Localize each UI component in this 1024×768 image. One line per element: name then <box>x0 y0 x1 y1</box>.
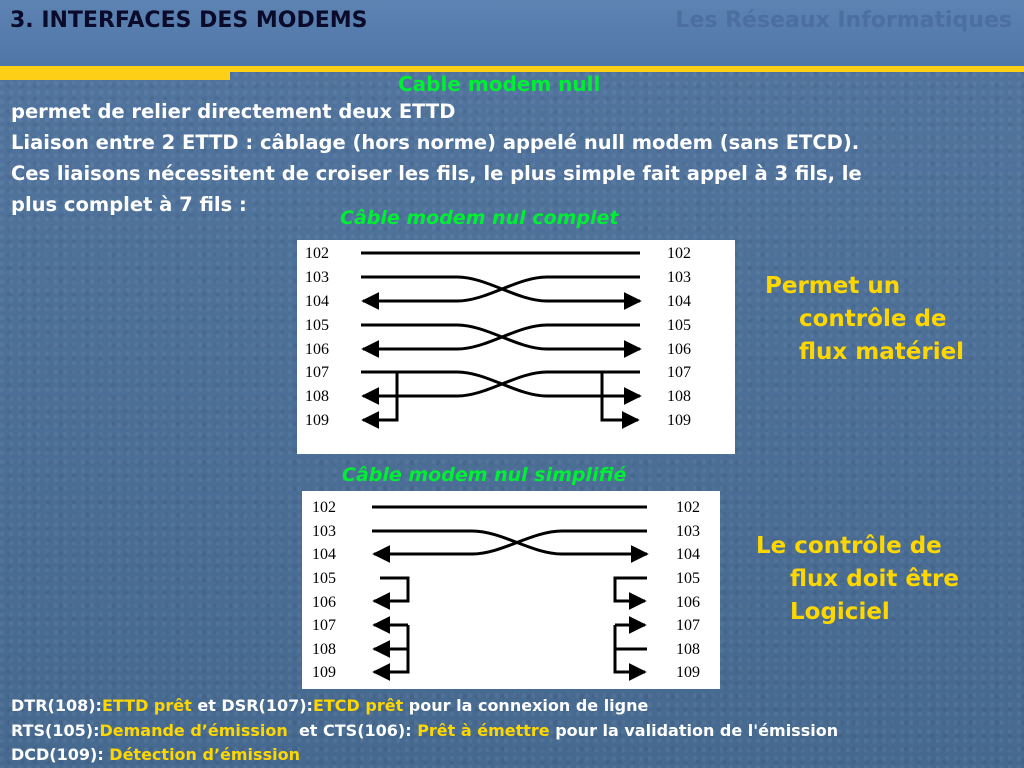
caption-complete: Câble modem nul complet <box>340 207 619 229</box>
pin-label: 107 <box>305 364 329 381</box>
note-line: Le contrôle de <box>756 533 942 559</box>
footer-highlight: ETCD prêt <box>312 696 404 715</box>
wire-108-107 <box>363 372 640 396</box>
pin-label: 104 <box>667 293 691 310</box>
section-subtitle: Cable modem null <box>398 72 601 96</box>
course-title: Les Réseaux Informatiques <box>675 8 1012 33</box>
footer-line-dtr <box>11 696 648 715</box>
footer-text: pour la validation de l'émission <box>549 721 839 740</box>
wire-106-105 <box>363 325 640 349</box>
pin-label: 105 <box>305 317 329 334</box>
diagram-null-modem-complete <box>297 240 735 454</box>
pin-label: 108 <box>676 641 700 658</box>
footer-term: et DSR(107): <box>191 696 313 715</box>
pin-labels-left <box>305 245 329 429</box>
slide-title: 3. INTERFACES DES MODEMS <box>10 8 368 33</box>
pin-label: 102 <box>676 499 700 516</box>
footer-term: et CTS(106): <box>287 721 418 740</box>
footer-line-rts <box>11 721 838 740</box>
pin-label: 109 <box>312 664 336 681</box>
pin-label: 102 <box>667 245 691 262</box>
wire-104-103 <box>363 277 640 301</box>
pin-label: 106 <box>667 341 691 358</box>
wire-103-104 <box>372 531 647 554</box>
pin-label: 106 <box>312 594 336 611</box>
footer-term: DCD(109): <box>11 745 110 764</box>
footer-text: pour la connexion de ligne <box>403 696 649 715</box>
pin-label: 108 <box>305 388 329 405</box>
pin-label: 107 <box>312 617 336 634</box>
pin-label: 109 <box>667 412 691 429</box>
loop-105-106-left <box>374 578 408 601</box>
pin-label: 105 <box>676 570 700 587</box>
caption-simplified: Câble modem nul simplifié <box>342 464 627 486</box>
body-line-3: Ces liaisons nécessitent de croiser les fils, le plus simple fait appel à 3 fils, le <box>11 162 862 185</box>
pin-label: 105 <box>667 317 691 334</box>
body-line-1: permet de relier directement deux ETTD <box>11 100 456 123</box>
pin-labels-right <box>676 499 700 681</box>
note-line: flux doit être <box>790 566 959 592</box>
pin-label: 104 <box>305 293 329 310</box>
wire-104-103 <box>374 531 647 554</box>
note-line: flux matériel <box>799 339 965 365</box>
wires-complete <box>361 253 640 420</box>
pin-label: 103 <box>676 523 700 540</box>
pin-labels-left <box>312 499 336 681</box>
pin-label: 104 <box>312 546 336 563</box>
pin-label: 103 <box>312 523 336 540</box>
pin-label: 105 <box>312 570 336 587</box>
pin-label: 102 <box>312 499 336 516</box>
wires-simplified <box>372 507 647 672</box>
loop-105-106-right <box>615 578 647 601</box>
footer-highlight: Détection d’émission <box>109 745 300 764</box>
footer-term: DTR(108): <box>11 696 102 715</box>
pin-label: 103 <box>305 269 329 286</box>
pin-label: 103 <box>667 269 691 286</box>
pin-label: 107 <box>667 364 691 381</box>
note-line: Logiciel <box>790 599 890 625</box>
footer-highlight: Demande d’émission <box>99 721 288 740</box>
pin-label: 108 <box>667 388 691 405</box>
note-software-flow-control <box>756 530 959 629</box>
pin-label: 106 <box>676 594 700 611</box>
body-line-4: plus complet à 7 fils : <box>11 193 247 216</box>
footer-term: RTS(105): <box>11 721 100 740</box>
footer-highlight: Prêt à émettre <box>417 721 550 740</box>
pin-label: 109 <box>676 664 700 681</box>
note-hardware-flow-control <box>765 270 964 369</box>
wiring-diagram-simplified <box>302 491 720 689</box>
pin-label: 102 <box>305 245 329 262</box>
pin-label: 107 <box>676 617 700 634</box>
pin-label: 104 <box>676 546 700 563</box>
pin-label: 106 <box>305 341 329 358</box>
footer-highlight: ETTD prêt <box>101 696 192 715</box>
header-rule-accent <box>0 72 230 80</box>
footer-line-dcd <box>11 745 300 764</box>
loop-108-109-left <box>374 649 408 672</box>
wiring-diagram-complete <box>297 240 735 454</box>
note-line: contrôle de <box>799 306 947 332</box>
diagram-null-modem-simplified <box>302 491 720 689</box>
pin-labels-right <box>667 245 691 429</box>
body-line-2: Liaison entre 2 ETTD : câblage (hors norme) appelé null modem (sans ETCD). <box>11 131 860 154</box>
loop-107-108-left <box>374 625 408 649</box>
note-line: Permet un <box>765 273 901 299</box>
pin-label: 109 <box>305 412 329 429</box>
pin-label: 108 <box>312 641 336 658</box>
